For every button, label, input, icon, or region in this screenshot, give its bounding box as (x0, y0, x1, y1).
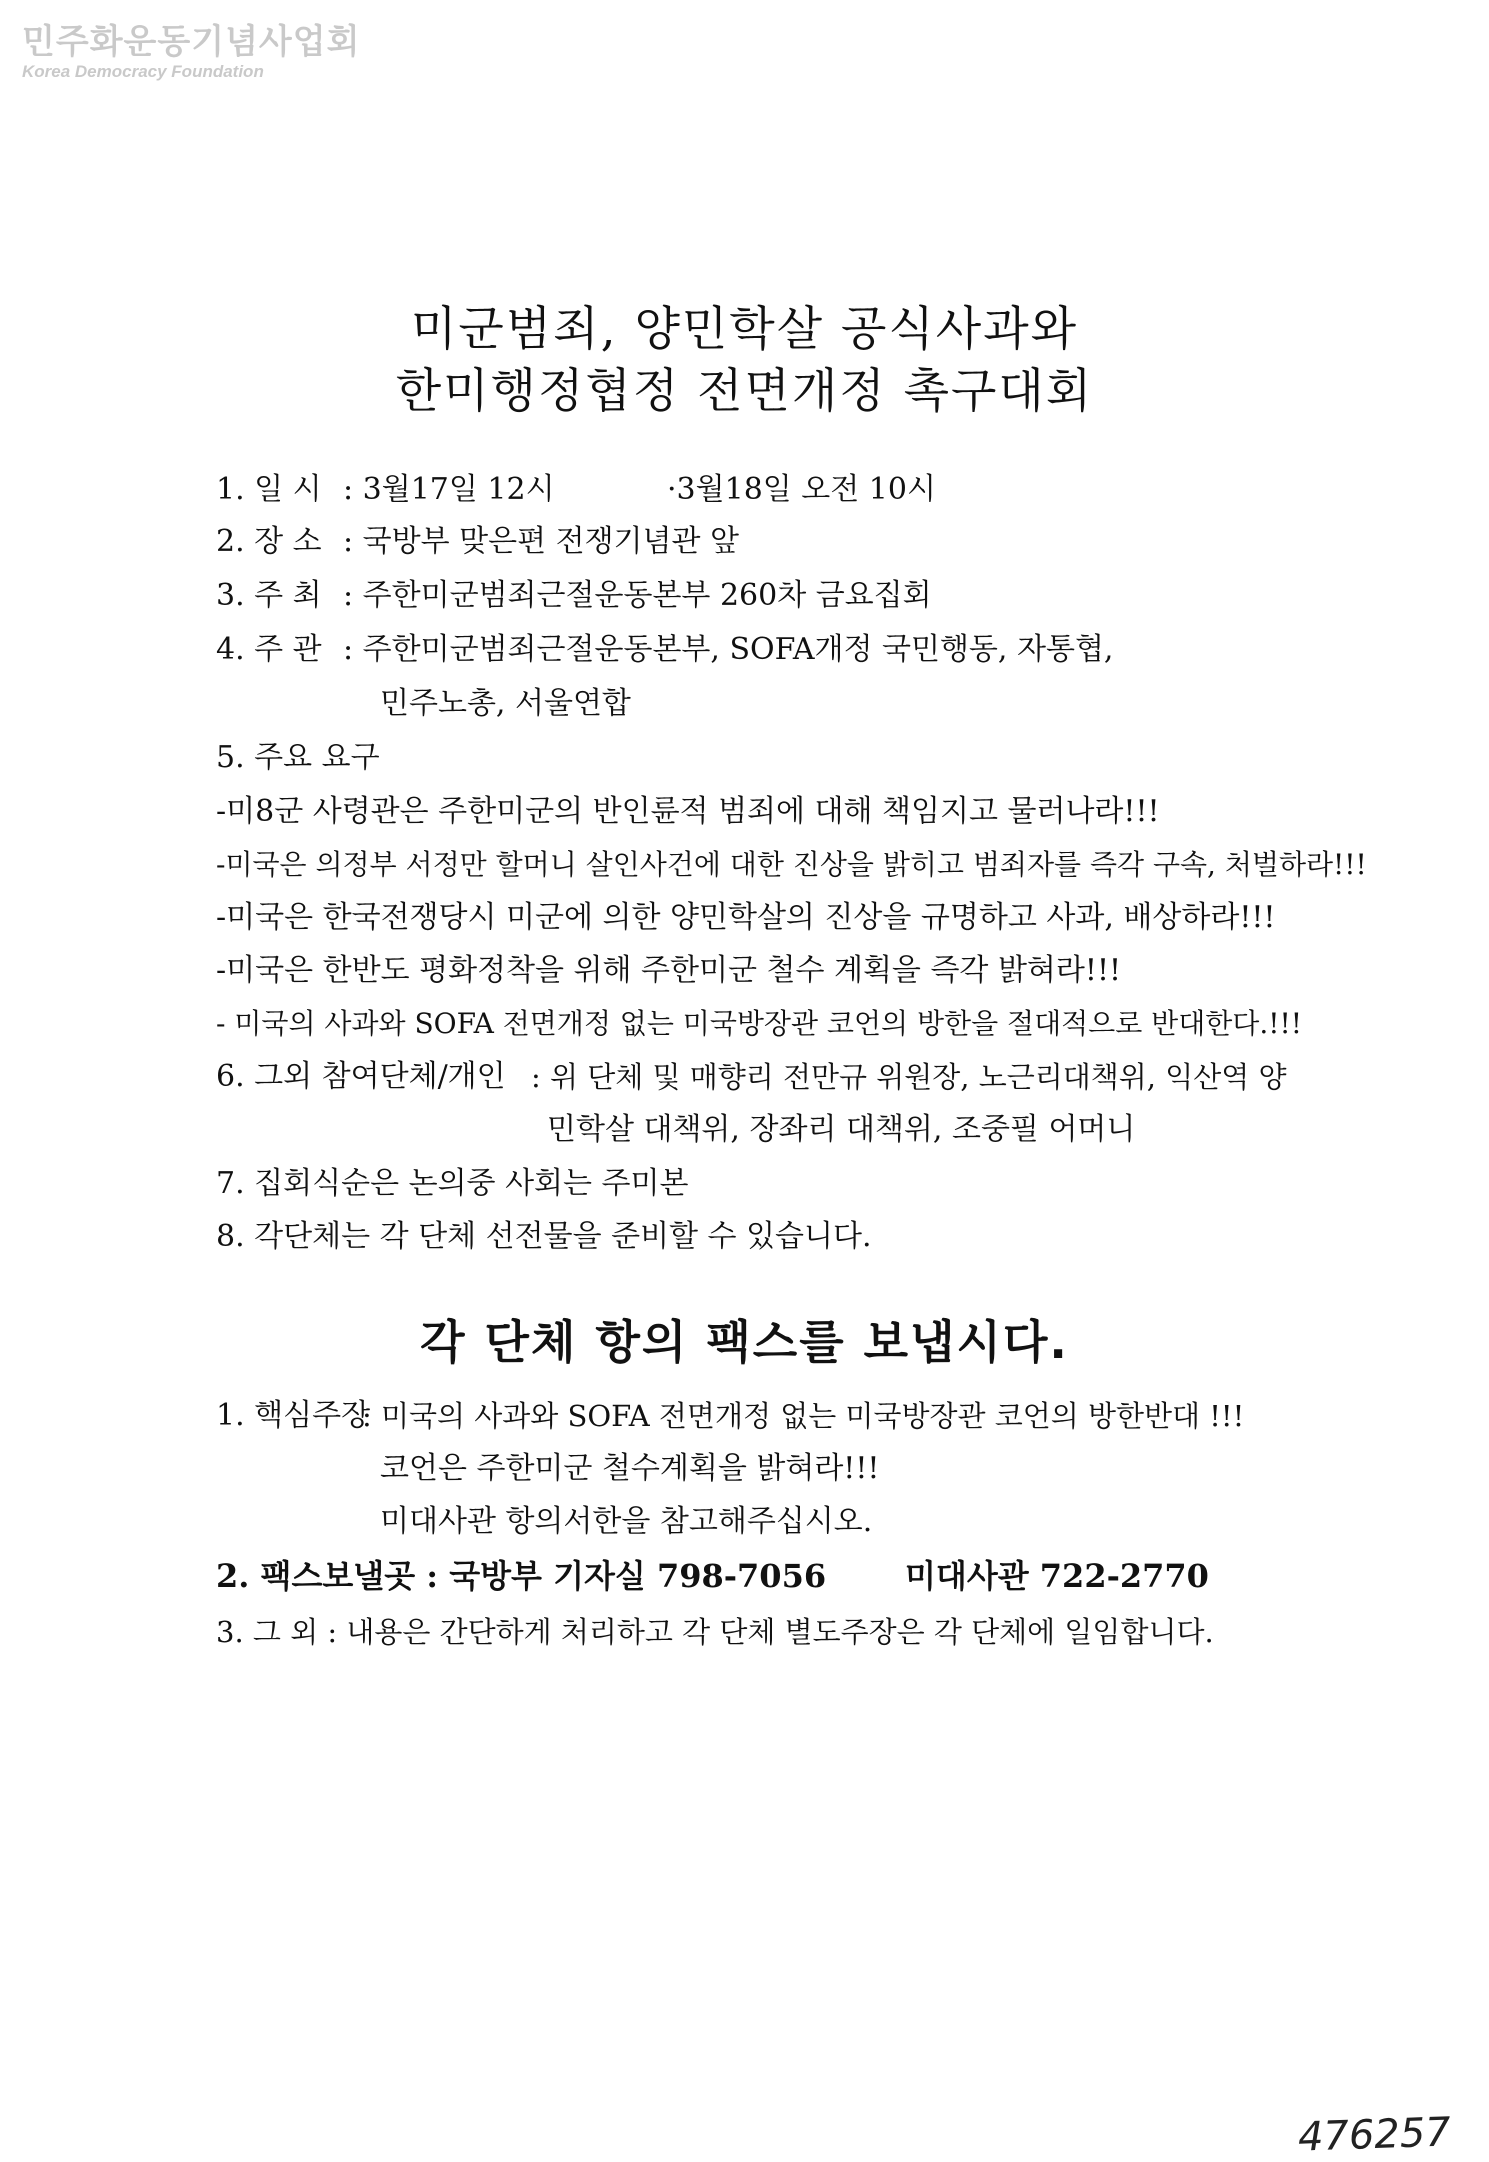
date-value-1: : 3월17일 12시 (343, 472, 555, 507)
demand-item: - 미국의 사과와 SOFA 전면개정 없는 미국방장관 코언의 방한을 절대적으로 반대한다.!!! (216, 1007, 1303, 1040)
date-label: 1. 일 시 (216, 472, 322, 507)
place-label: 2. 장 소 (216, 524, 322, 559)
program-order: 7. 집회식순은 논의중 사회는 주미본 (216, 1166, 689, 1201)
participants-value: : 위 단체 및 매향리 전만규 위원장, 노근리대책위, 익산역 양 (531, 1060, 1287, 1094)
participants-value-2: 민학살 대책위, 장좌리 대책위, 조중필 어머니 (547, 1112, 1136, 1147)
materials-note: 8. 각단체는 각 단체 선전물을 준비할 수 있습니다. (216, 1219, 872, 1254)
foundation-watermark (22, 22, 360, 82)
document-number: 476257 (1297, 2109, 1452, 2161)
fax-send-label: 2. 팩스보낼곳 : 국방부 기자실 798-7056 (216, 1557, 827, 1595)
host-label: 3. 주 최 (216, 578, 322, 613)
fax-heading: 각 단체 항의 팩스를 보냅시다. (420, 1315, 1069, 1369)
organizer-value-2: 민주노총, 서울연합 (380, 686, 631, 721)
claim-value: : 미국의 사과와 SOFA 전면개정 없는 미국방장관 코언의 방한반대 !!! (362, 1399, 1245, 1433)
participants-label: 6. 그외 참여단체/개인 (216, 1059, 506, 1094)
demand-item: -미국은 의정부 서정만 할머니 살인사건에 대한 진상을 밝히고 범죄자를 즉각 구속, 처벌하라!!! (216, 848, 1367, 881)
demand-item: -미국은 한반도 평화정착을 위해 주한미군 철수 계획을 즉각 밝혀라!!! (216, 953, 1122, 988)
demand-item: -미국은 한국전쟁당시 미군에 의한 양민학살의 진상을 규명하고 사과, 배상하라!!! (216, 900, 1276, 935)
date-value-2: ·3월18일 오전 10시 (667, 472, 936, 507)
host-value: : 주한미군범죄근절운동본부 260차 금요집회 (343, 578, 932, 613)
watermark-korean: 민주화운동기념사업회 (22, 22, 361, 62)
demand-item: -미8군 사령관은 주한미군의 반인륜적 범죄에 대해 책임지고 물러나라!!! (216, 794, 1160, 829)
title-line-1: 미군범죄, 양민학살 공식사과와 (410, 302, 1079, 357)
claim-value-2: 코언은 주한미군 철수계획을 밝혀라!!! (380, 1451, 880, 1486)
organizer-label: 4. 주 관 (216, 632, 322, 667)
other-note: 3. 그 외 : 내용은 간단하게 처리하고 각 단체 별도주장은 각 단체에 일임합니다. (216, 1615, 1214, 1649)
place-value: : 국방부 맞은편 전쟁기념관 앞 (343, 524, 740, 559)
claim-value-3: 미대사관 항의서한을 참고해주십시오. (380, 1504, 873, 1539)
fax-send-value-2: 미대사관 722-2770 (905, 1557, 1209, 1595)
demands-label: 5. 주요 요구 (216, 740, 380, 775)
claim-label: 1. 핵심주장 (216, 1398, 371, 1433)
watermark-english: Korea Democracy Foundation (22, 62, 264, 81)
organizer-value: : 주한미군범죄근절운동본부, SOFA개정 국민행동, 자통협, (343, 632, 1114, 667)
title-line-2: 한미행정협정 전면개정 촉구대회 (395, 364, 1094, 419)
